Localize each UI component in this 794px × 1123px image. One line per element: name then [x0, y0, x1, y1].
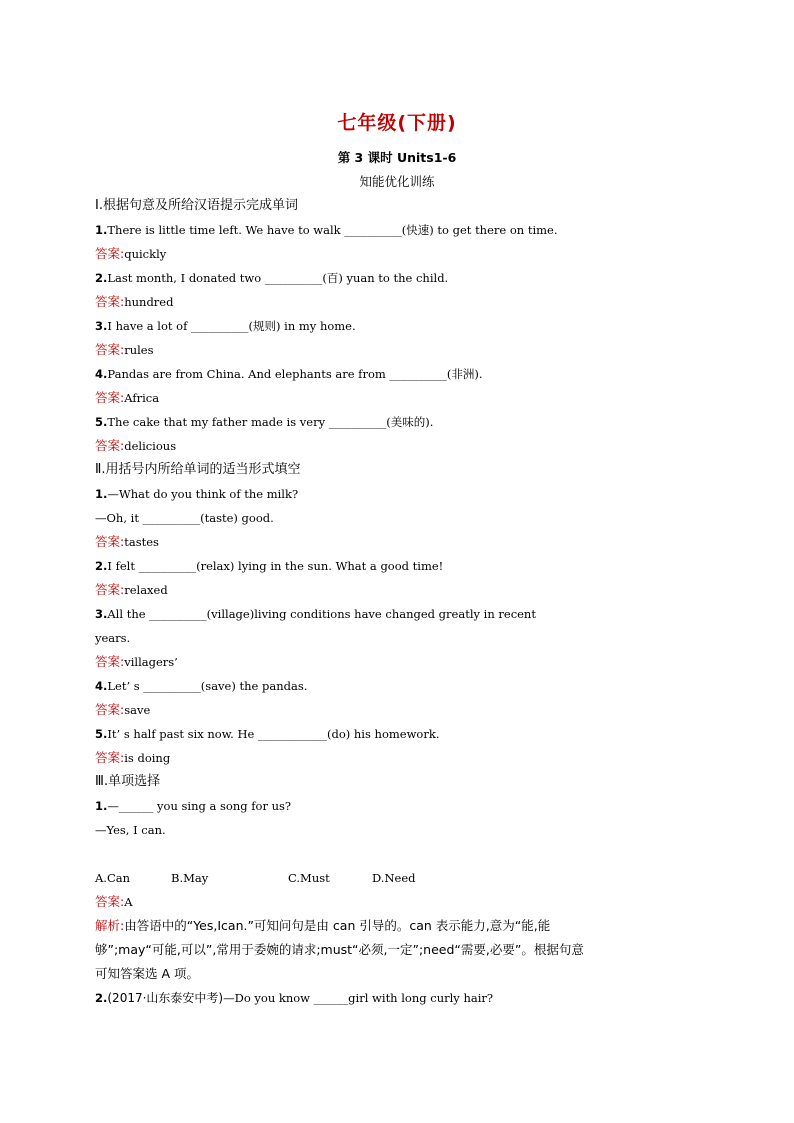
option-a: A.Can [95, 871, 131, 885]
answer-label: 答案: [95, 534, 125, 549]
part1-q3-answer [95, 338, 705, 362]
part1-q1-answer [95, 242, 705, 266]
question-source: (2017·山东泰安中考) [107, 991, 224, 1005]
answer-value: is doing [124, 751, 171, 765]
question-number: 1. [95, 487, 108, 501]
option-d: D.Need [372, 871, 416, 885]
question-text: —What do you think of the milk? [107, 487, 299, 501]
question-text: —Do you know ______girl with long curly hair? [223, 991, 494, 1005]
part1-q3 [95, 314, 705, 338]
question-text: All the __________(village)living conditions have changed greatly in recent [107, 607, 536, 621]
part2-q4-answer [95, 698, 705, 722]
answer-label: 答案: [95, 438, 125, 453]
answer-value: rules [124, 343, 154, 357]
question-text: Let’ s __________(save) the pandas. [107, 679, 308, 693]
answer-label: 答案: [95, 750, 125, 765]
option-b: B.May [171, 871, 209, 885]
part3-q1-explanation-line2: 够”;may“可能,可以”,常用于委婉的请求;must“必须,一定”;need“需要,必要”。根据句意 [95, 942, 584, 957]
answer-label: 答案: [95, 342, 125, 357]
part2-q1-answer [95, 530, 705, 554]
answer-value: tastes [124, 535, 159, 549]
question-number: 3. [95, 607, 108, 621]
answer-label: 答案: [95, 654, 125, 669]
part2-q3-line2: years. [95, 631, 131, 645]
answer-label: 答案: [95, 582, 125, 597]
part2-q1-line1 [95, 482, 705, 506]
answer-value: delicious [124, 439, 177, 453]
part3-q1-line2: —Yes, I can. [95, 823, 166, 837]
part3-q1-answer [95, 890, 705, 914]
question-number: 2. [95, 271, 108, 285]
question-text: Pandas are from China. And elephants are from __________(非洲). [107, 367, 483, 381]
question-number: 4. [95, 367, 108, 381]
question-number: 4. [95, 679, 108, 693]
part2-heading: Ⅱ.用括号内所给单词的适当形式填空 [95, 462, 301, 477]
part2-q1-line2: —Oh, it __________(taste) good. [95, 511, 274, 525]
option-c: C.Must [288, 871, 330, 885]
page-title: 七年级(下册) [337, 112, 457, 134]
question-number: 2. [95, 991, 108, 1005]
answer-label: 答案: [95, 894, 125, 909]
question-text: Last month, I donated two __________(百) yuan to the child. [107, 271, 449, 285]
part3-q1-explanation-line1 [95, 914, 705, 938]
question-text: The cake that my father made is very __________(美味的). [107, 415, 434, 429]
answer-value: save [124, 703, 151, 717]
answer-label: 答案: [95, 246, 125, 261]
answer-value: quickly [124, 247, 167, 261]
question-number: 3. [95, 319, 108, 333]
part3-q1-options [95, 866, 705, 890]
lesson-subtitle: 第 3 课时 Units1-6 [337, 150, 457, 165]
part2-q5 [95, 722, 705, 746]
question-number: 1. [95, 799, 108, 813]
part2-q5-answer [95, 746, 705, 770]
question-text: There is little time left. We have to walk __________(快速) to get there on time. [107, 223, 558, 237]
part1-q2-answer [95, 290, 705, 314]
part1-q4 [95, 362, 705, 386]
part1-heading: Ⅰ.根据句意及所给汉语提示完成单词 [95, 198, 298, 213]
question-number: 5. [95, 415, 108, 429]
explanation-text: 由答语中的“Yes,Ican.”可知问句是由 can 引导的。can 表示能力,意为“能,能 [124, 918, 551, 933]
question-text: I felt __________(relax) lying in the sun. What a good time! [107, 559, 444, 573]
part1-q2 [95, 266, 705, 290]
part3-heading: Ⅲ.单项选择 [95, 774, 161, 789]
answer-label: 答案: [95, 702, 125, 717]
answer-value: hundred [124, 295, 174, 309]
part2-q3-line1 [95, 602, 705, 626]
question-number: 5. [95, 727, 108, 741]
spacer [95, 842, 705, 866]
part2-q4 [95, 674, 705, 698]
answer-value: villagers’ [124, 655, 178, 669]
answer-value: A [124, 895, 133, 909]
question-number: 1. [95, 223, 108, 237]
section-name: 知能优化训练 [359, 174, 435, 189]
question-text: It’ s half past six now. He ____________(do) his homework. [107, 727, 440, 741]
part1-q1 [95, 218, 705, 242]
part1-q4-answer [95, 386, 705, 410]
question-number: 2. [95, 559, 108, 573]
answer-value: relaxed [124, 583, 168, 597]
part2-q3-answer [95, 650, 705, 674]
part1-q5 [95, 410, 705, 434]
answer-label: 答案: [95, 390, 125, 405]
question-text: I have a lot of __________(规则) in my home. [107, 319, 356, 333]
explanation-label: 解析: [95, 918, 125, 933]
answer-value: Africa [124, 391, 160, 405]
part2-q2-answer [95, 578, 705, 602]
part2-q2 [95, 554, 705, 578]
part1-q5-answer [95, 434, 705, 458]
part3-q1-explanation-line3: 可知答案选 A 项。 [95, 966, 199, 981]
part3-q2 [95, 986, 705, 1010]
answer-label: 答案: [95, 294, 125, 309]
exercise-content [95, 194, 705, 1010]
part3-q1-line1 [95, 794, 705, 818]
question-text: —______ you sing a song for us? [107, 799, 292, 813]
